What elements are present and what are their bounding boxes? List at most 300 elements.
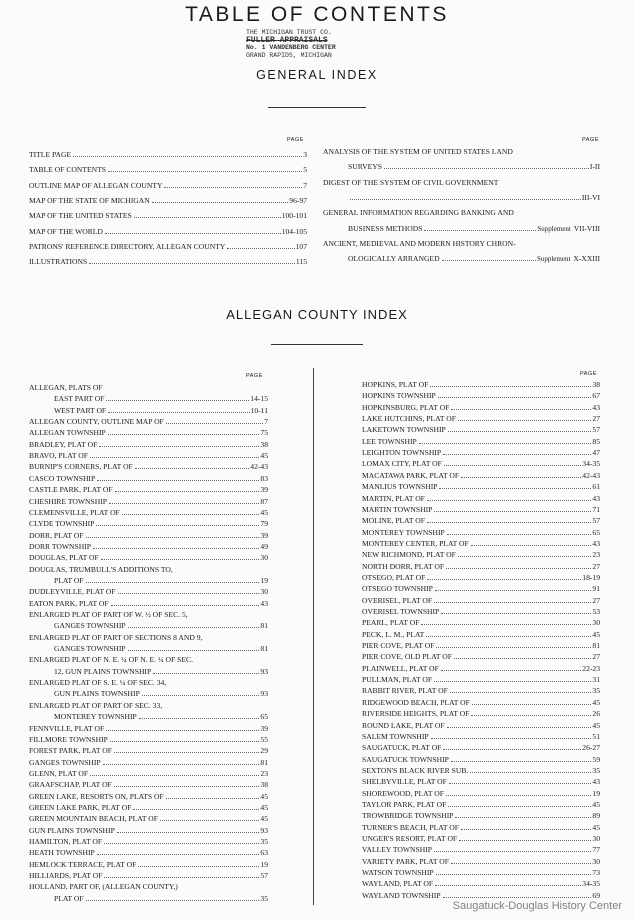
dot-leader	[443, 749, 581, 750]
entry-label: TROWBRIDGE TOWNSHIP	[362, 811, 454, 821]
page-number: 38	[592, 380, 600, 389]
entry-label: FENNVILLE, PLAT OF	[29, 723, 105, 733]
entry-label: GLENN, PLAT OF	[29, 768, 89, 778]
dot-leader	[434, 851, 591, 852]
dot-leader	[441, 613, 591, 614]
entry-label: PIER COVE, PLAT OF	[362, 641, 435, 651]
index-entry	[29, 462, 268, 471]
entry-label: SAUGATUCK, PLAT OF	[362, 743, 442, 753]
index-entry	[29, 531, 268, 540]
page-number: 85	[592, 436, 600, 446]
page-column-label: PAGE	[287, 137, 304, 143]
entry-label: ALLEGAN TOWNSHIP	[29, 428, 106, 438]
index-entry	[54, 406, 268, 415]
index-entry	[29, 428, 268, 437]
index-entry	[54, 621, 268, 630]
page-number: 93	[260, 666, 268, 676]
index-entry	[362, 879, 600, 888]
index-entry	[29, 837, 268, 846]
page-number: 81	[260, 757, 268, 767]
entry-label: CLEMENSVILLE, PLAT OF	[29, 507, 120, 517]
dot-leader	[104, 843, 259, 844]
page-number: 45	[260, 507, 268, 517]
entry-label: OVERISEL TOWNSHIP	[362, 607, 440, 616]
index-entry	[29, 196, 307, 205]
entry-label: ILLUSTRATIONS	[29, 257, 88, 267]
page-number: 45	[260, 451, 268, 461]
index-entry	[362, 505, 600, 514]
dot-leader	[105, 233, 281, 234]
index-entry	[29, 485, 268, 494]
index-entry	[362, 425, 600, 434]
index-entry	[29, 610, 268, 619]
entry-label: MONTEREY TOWNSHIP	[362, 527, 445, 537]
index-entry	[362, 618, 600, 627]
index-entry	[29, 655, 268, 664]
page-number: 35	[592, 686, 600, 696]
entry-label: WATSON TOWNSHIP	[362, 868, 434, 878]
index-entry	[362, 868, 600, 877]
dot-leader	[449, 783, 592, 784]
page-number: 39	[260, 485, 268, 495]
dot-leader	[451, 761, 592, 762]
dot-leader	[122, 514, 260, 515]
entry-label: WAYLAND, PLAT OF	[362, 879, 434, 889]
stamp-line: GRAND RAPIDS, MICHIGAN	[246, 51, 332, 59]
dot-leader	[114, 752, 259, 753]
page-number: 69	[592, 890, 600, 900]
page-number: 73	[592, 868, 600, 878]
stamp-line: No. 1 VANDENBERG CENTER	[246, 44, 336, 51]
page-number: 65	[260, 712, 268, 722]
dot-leader	[424, 230, 536, 231]
dot-leader	[384, 168, 589, 169]
dot-leader	[86, 900, 260, 901]
dot-leader	[115, 491, 260, 492]
dot-leader	[434, 681, 591, 682]
entry-label: GENERAL INFORMATION REGARDING BANKING AND	[323, 208, 514, 218]
index-entry	[29, 724, 268, 733]
page-number: 34-35	[582, 879, 600, 889]
entry-label: MARTIN, PLAT OF	[362, 493, 425, 503]
entry-label: SHELBYVILLE, PLAT OF	[362, 777, 447, 787]
dot-leader	[96, 525, 259, 526]
entry-label: CASCO TOWNSHIP	[29, 473, 96, 483]
index-entry	[362, 550, 600, 559]
index-entry	[29, 474, 268, 483]
index-entry	[54, 894, 268, 903]
entry-label: BRAVO, PLAT OF	[29, 451, 89, 461]
index-entry	[348, 193, 600, 202]
dot-leader	[103, 764, 260, 765]
dot-leader	[73, 156, 302, 157]
entry-label: OVERISEL, PLAT OF	[362, 595, 433, 605]
page-number: 87	[260, 496, 268, 506]
index-entry	[29, 553, 268, 562]
page-number: 30	[592, 834, 600, 843]
entry-label: RABBIT RIVER, PLAT OF	[362, 686, 448, 696]
index-entry	[362, 562, 600, 571]
page-number: 18-19	[582, 572, 600, 582]
index-entry	[29, 826, 268, 835]
page-number: 35	[592, 765, 600, 775]
entry-label: PULLMAN, PLAT OF	[362, 675, 433, 685]
entry-label: GUN PLAINS TOWNSHIP	[29, 825, 115, 835]
dot-leader	[128, 650, 260, 651]
entry-label: DOUGLAS, TRUMBULL'S ADDITIONS TO,	[29, 564, 173, 574]
entry-label: UNGER'S RESORT, PLAT OF	[362, 834, 458, 843]
entry-label: TAYLOR PARK, PLAT OF	[362, 799, 447, 809]
index-entry	[362, 437, 600, 446]
page-number: 61	[592, 482, 600, 492]
entry-label: BUSINESS METHODS	[348, 223, 423, 233]
dot-leader	[447, 534, 592, 535]
dot-leader	[97, 480, 259, 481]
entry-label: HEATH TOWNSHIP	[29, 848, 95, 858]
dot-leader	[138, 866, 259, 867]
page-number: 89	[592, 811, 600, 821]
dot-leader	[89, 263, 295, 264]
index-entry	[362, 471, 600, 480]
dot-leader	[438, 397, 592, 398]
page-number: 30	[592, 856, 600, 866]
index-entry	[362, 845, 600, 854]
page-number: 77	[592, 845, 600, 855]
page-number: 30	[592, 618, 600, 628]
page-column-label: PAGE	[582, 137, 599, 143]
dot-leader	[451, 863, 591, 864]
index-entry	[29, 848, 268, 857]
entry-label: 12, GUN PLAINS TOWNSHIP	[54, 666, 152, 676]
dot-leader	[427, 579, 581, 580]
appraisal-stamp	[246, 29, 336, 59]
dot-leader	[443, 454, 591, 455]
entry-label: HOLLAND, PART OF, (ALLEGAN COUNTY,)	[29, 882, 178, 892]
index-entry	[29, 758, 268, 767]
dot-leader	[110, 741, 260, 742]
dot-leader	[111, 605, 260, 606]
page-number: 23	[592, 550, 600, 560]
entry-label: OLOGICALLY ARRANGED	[348, 254, 440, 264]
page-number: 42-43	[250, 462, 268, 472]
index-entry	[29, 242, 307, 251]
entry-label: ALLEGAN, PLATS OF	[29, 383, 103, 392]
dot-leader	[108, 434, 260, 435]
index-entry	[362, 380, 600, 389]
dot-leader	[427, 522, 591, 523]
dot-leader	[166, 798, 260, 799]
dot-leader	[434, 511, 591, 512]
entry-label: NORTH DORR, PLAT OF	[362, 561, 445, 571]
page-number: 27	[592, 561, 600, 571]
page-number: 3	[303, 150, 307, 159]
index-entry	[348, 162, 600, 171]
entry-label: CHESHIRE TOWNSHIP	[29, 496, 107, 506]
page-number: III-VI	[581, 192, 600, 202]
page-number: 79	[260, 519, 268, 529]
index-entry	[362, 448, 600, 457]
page-number: 38	[260, 439, 268, 449]
entry-label: OTSEGO TOWNSHIP	[362, 584, 433, 594]
entry-label: ANCIENT, MEDIEVAL AND MODERN HISTORY CHRON-	[323, 238, 516, 248]
entry-label: LEIGHTON TOWNSHIP	[362, 448, 442, 458]
index-entry	[362, 709, 600, 718]
entry-label: PEARL, PLAT OF	[362, 618, 420, 628]
dot-leader	[108, 171, 302, 172]
entry-label: FILLMORE TOWNSHIP	[29, 734, 108, 744]
dot-leader	[443, 897, 592, 898]
page-number: 42-43	[582, 470, 600, 480]
entry-label: ALLEGAN COUNTY, OUTLINE MAP OF	[29, 417, 164, 427]
page-number: 19	[592, 788, 600, 798]
page-number: 27	[592, 652, 600, 662]
page-number: 49	[260, 541, 268, 551]
page-number: 45	[592, 799, 600, 809]
page-number: 67	[592, 391, 600, 401]
dot-leader	[160, 820, 259, 821]
page-number: 38	[260, 780, 268, 790]
page-number: 14-15	[250, 394, 268, 404]
page-number: 100-101	[281, 211, 307, 221]
dot-leader	[128, 627, 260, 628]
index-entry	[348, 254, 600, 264]
entry-label: NEW RICHMOND, PLAT OF	[362, 550, 456, 560]
entry-label: SURVEYS	[348, 162, 382, 172]
entry-label: OUTLINE MAP OF ALLEGAN COUNTY	[29, 180, 163, 190]
index-entry	[29, 599, 268, 608]
page-number: 71	[592, 504, 600, 514]
index-entry	[29, 633, 268, 642]
page-number: 27	[592, 595, 600, 605]
entry-label: MOLINE, PLAT OF	[362, 516, 425, 526]
dot-leader	[435, 885, 581, 886]
dot-leader	[431, 738, 592, 739]
index-entry	[54, 644, 268, 653]
dot-leader	[461, 829, 591, 830]
index-entry	[29, 497, 268, 506]
dot-leader	[441, 670, 581, 671]
entry-label: ENLARGED PLAT OF PART OF W. ½ OF SEC. 5,	[29, 610, 188, 619]
dot-leader	[471, 545, 592, 546]
page-number: 43	[592, 538, 600, 548]
index-entry	[29, 792, 268, 801]
entry-label: ENLARGED PLAT OF N. E. ¼ OF N. E. ¼ OF SEC.	[29, 655, 193, 665]
dot-leader	[470, 772, 591, 773]
entry-label: EAST PART OF	[54, 394, 105, 404]
dot-leader	[454, 658, 591, 659]
index-entry	[362, 459, 600, 468]
page-number: 26	[592, 709, 600, 719]
entry-label: OTSEGO, PLAT OF	[362, 572, 426, 582]
dot-leader	[434, 602, 591, 603]
dot-leader	[142, 695, 260, 696]
dot-leader	[458, 420, 591, 421]
dot-leader	[459, 840, 591, 841]
page-number: 35	[260, 837, 268, 846]
entry-label: DOUGLAS, PLAT OF	[29, 553, 99, 563]
dot-leader	[448, 806, 591, 807]
index-entry	[29, 701, 268, 710]
index-entry	[362, 414, 600, 423]
index-entry	[348, 224, 600, 234]
entry-label: FOREST PARK, PLAT OF	[29, 746, 112, 756]
entry-label: MONTEREY CENTER, PLAT OF	[362, 538, 469, 548]
dot-leader	[152, 202, 289, 203]
entry-label: DIGEST OF THE SYSTEM OF CIVIL GOVERNMENT	[323, 177, 499, 187]
entry-label: ENLARGED PLAT OF S. E. ¼ OF SEC. 34,	[29, 678, 167, 688]
entry-label: RIVERSIDE HEIGHTS, PLAT OF	[362, 709, 470, 719]
page-number: 96-97	[289, 195, 307, 205]
index-entry	[29, 565, 268, 574]
index-entry	[54, 712, 268, 721]
page-number: 91	[592, 584, 600, 594]
index-entry	[29, 519, 268, 528]
entry-label: GANGES TOWNSHIP	[54, 621, 126, 631]
dot-leader	[421, 624, 591, 625]
index-entry	[29, 769, 268, 778]
index-entry	[323, 208, 600, 217]
divider	[268, 107, 366, 108]
page-column-label: PAGE	[580, 371, 597, 377]
index-entry	[362, 777, 600, 786]
county-index-title: ALLEGAN COUNTY INDEX	[226, 307, 408, 322]
entry-label: ROUND LAKE, PLAT OF	[362, 720, 445, 730]
index-entry	[362, 494, 600, 503]
dot-leader	[133, 809, 259, 810]
page-number: 43	[260, 598, 268, 608]
index-entry	[362, 630, 600, 639]
entry-label: GREEN LAKE PARK, PLAT OF	[29, 802, 132, 812]
page-number: 57	[260, 871, 268, 881]
entry-label: GUN PLAINS TOWNSHIP	[54, 689, 140, 699]
page-number: 30	[260, 553, 268, 563]
index-entry	[362, 811, 600, 820]
entry-label: SHOREWOOD, PLAT OF	[362, 788, 444, 798]
entry-label: DORR, PLAT OF	[29, 530, 84, 540]
dot-leader	[99, 446, 259, 447]
index-entry	[362, 652, 600, 661]
dot-leader	[419, 443, 592, 444]
index-entry	[362, 732, 600, 741]
dot-leader	[455, 817, 591, 818]
entry-label: ENLARGED PLAT OF PART OF SECTIONS 8 AND 9,	[29, 632, 203, 642]
dot-leader	[93, 548, 259, 549]
page-number: 26-27	[582, 743, 600, 753]
entry-label: GRAAFSCHAP, PLAT OF	[29, 780, 112, 790]
entry-label: MAP OF THE WORLD	[29, 226, 103, 236]
index-entry	[362, 698, 600, 707]
dot-leader	[446, 568, 591, 569]
entry-label: BRADLEY, PLAT OF	[29, 439, 98, 449]
index-entry	[362, 664, 600, 673]
index-entry	[29, 508, 268, 517]
index-entry	[362, 800, 600, 809]
dot-leader	[472, 704, 592, 705]
page-number: 104-105	[281, 226, 307, 236]
page-number: 43	[592, 777, 600, 787]
divider	[271, 344, 363, 345]
entry-label: DUDLEYVILLE, PLAT OF	[29, 587, 116, 597]
dot-leader	[450, 692, 592, 693]
dot-leader	[134, 217, 281, 218]
page-number: VII-VIII	[573, 223, 600, 233]
entry-label: WEST PART OF	[54, 405, 107, 415]
entry-label: HAMILTON, PLAT OF	[29, 837, 103, 846]
supplement-note: Supplement	[537, 224, 571, 233]
page-number: 45	[592, 629, 600, 639]
entry-label: MONTEREY TOWNSHIP	[54, 712, 137, 722]
index-entry	[362, 743, 600, 752]
page-number: 19	[260, 575, 268, 585]
entry-label: PIER COVE, OLD PLAT OF	[362, 652, 452, 662]
entry-label: CLYDE TOWNSHIP	[29, 519, 95, 529]
entry-label: SEXTON'S BLACK RIVER SUB.	[362, 765, 469, 775]
index-entry	[29, 227, 307, 236]
entry-label: PLAT OF	[54, 575, 84, 585]
page-number: X-XXIII	[573, 254, 600, 264]
index-entry	[29, 417, 268, 426]
index-entry	[323, 239, 600, 248]
page-number: 65	[592, 527, 600, 537]
stamp-line: THE MICHIGAN TRUST CO.	[246, 29, 332, 36]
dot-leader	[447, 727, 592, 728]
index-entry	[29, 814, 268, 823]
dot-leader	[90, 457, 259, 458]
index-entry	[362, 675, 600, 684]
entry-label: RIDGEWOOD BEACH, PLAT OF	[362, 697, 470, 707]
dot-leader	[86, 582, 260, 583]
entry-label: HEMLOCK TERRACE, PLAT OF	[29, 859, 137, 869]
dot-leader	[426, 636, 591, 637]
dot-leader	[108, 412, 249, 413]
page-number: 45	[592, 720, 600, 730]
index-entry	[29, 440, 268, 449]
dot-leader	[435, 590, 592, 591]
index-entry	[362, 573, 600, 582]
page-column-label: PAGE	[246, 373, 263, 379]
index-entry	[29, 678, 268, 687]
page-number: 83	[260, 473, 268, 483]
entry-label: PLAINWELL, PLAT OF	[362, 663, 439, 673]
stamp-line: FULLER APPRAISALS	[246, 35, 328, 45]
index-entry	[29, 150, 307, 159]
page-number: 10-11	[250, 405, 268, 415]
entry-label: HILLIARDS, PLAT OF	[29, 871, 103, 881]
entry-label: GREEN LAKE, RESORTS ON, PLATS OF	[29, 791, 164, 801]
page-number: 81	[592, 641, 600, 651]
page-number: 29	[260, 746, 268, 756]
page-number: 93	[260, 825, 268, 835]
index-entry	[29, 181, 307, 190]
index-entry	[54, 394, 268, 403]
page-number: 55	[260, 734, 268, 744]
page-number: 45	[260, 802, 268, 812]
index-entry	[54, 689, 268, 698]
entry-label: PECK, L. M., PLAT	[362, 629, 425, 639]
page-number: 93	[260, 689, 268, 699]
page-number: 43	[592, 493, 600, 503]
index-entry	[362, 539, 600, 548]
entry-label: LAKETOWN TOWNSHIP	[362, 425, 446, 435]
index-entry	[29, 542, 268, 551]
page-number: 47	[592, 448, 600, 458]
dot-leader	[104, 877, 259, 878]
entry-label: PLAT OF	[54, 893, 84, 903]
page-number: 51	[592, 731, 600, 741]
entry-label: MANLIUS TOWNSHIP	[362, 482, 438, 492]
index-entry	[362, 391, 600, 400]
page-number: 35	[260, 893, 268, 903]
